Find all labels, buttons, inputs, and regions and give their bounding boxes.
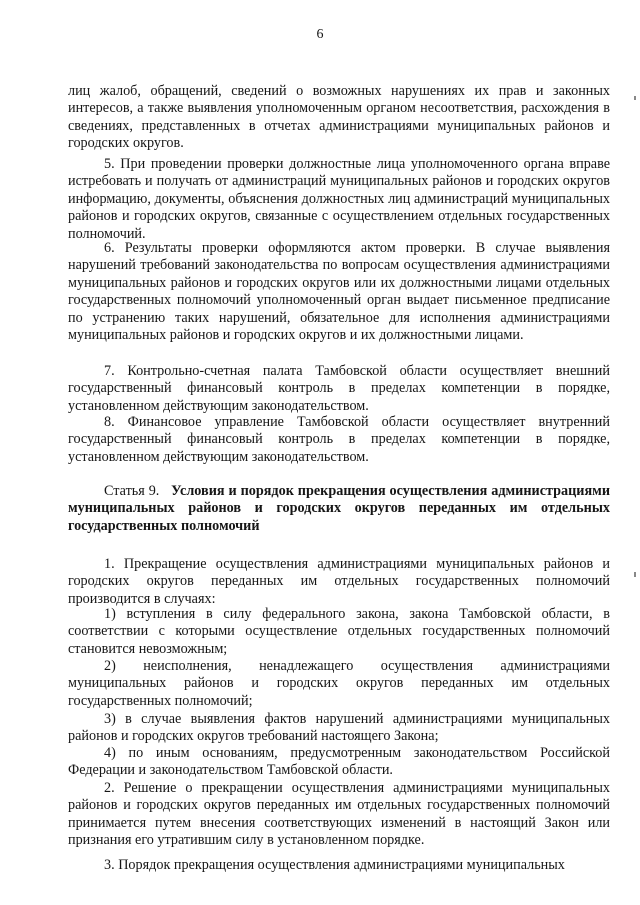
article-title: Условия и порядок прекращения осуществления администрациями муниципальных районов и городских округов переданных им отдельных государственных полномочий xyxy=(68,483,610,534)
paragraph-continuation: лиц жалоб, обращений, сведений о возможных нарушениях их прав и законных интересов, а также выявления уполномоченным органом несоответствия, расхождения в сведениях, представленных в отчетах администрациями муниципальных районов и городских округов. xyxy=(68,83,610,152)
article-paragraph-2: 2. Решение о прекращении осуществления администрациями муниципальных районов и городских округов переданных им отдельных государственных полномочий принимается путем внесения соответствующих изменений в настоящий Закон или признания его утратившим силу в установленном порядке. xyxy=(68,780,610,849)
paragraph-7: 7. Контрольно-счетная палата Тамбовской области осуществляет внешний государственный финансовый контроль в пределах компетенции в порядке, установленном действующим законодательством. xyxy=(68,363,610,414)
article-item-2: 2) неисполнения, ненадлежащего осуществления администрациями муниципальных районов и городских округов переданных им отдельных государственных полномочий; xyxy=(68,658,610,709)
paragraph-8: 8. Финансовое управление Тамбовской области осуществляет внутренний государственный финансовый контроль в пределах компетенции в порядке, установленном действующим законодательством. xyxy=(68,414,610,465)
page-number: 6 xyxy=(316,27,324,42)
article-paragraph-1: 1. Прекращение осуществления администрациями муниципальных районов и городских округов переданных им отдельных государственных полномочий производится в случаях: xyxy=(68,556,610,607)
article-item-1: 1) вступления в силу федерального закона, закона Тамбовской области, в соответствии с которыми осуществление отдельных государственных полномочий становится невозможным; xyxy=(68,606,610,657)
article-item-3: 3) в случае выявления фактов нарушений администрациями муниципальных районов и городских округов требований настоящего Закона; xyxy=(68,711,610,745)
article-paragraph-3: 3. Порядок прекращения осуществления администрациями муниципальных xyxy=(104,857,565,873)
article-heading xyxy=(68,483,610,535)
scan-artifact xyxy=(634,572,636,577)
paragraph-6: 6. Результаты проверки оформляются актом проверки. В случае выявления нарушений требований законодательства по вопросам осуществления администрациями муниципальных районов и городских округов или их должностными лицами отдельных государственных полномочий уполномоченный орган выдает письменное предписание по устранению таких нарушений, обязательное для исполнения администрациями муниципальных районов и городских округов и их должностными лицами. xyxy=(68,240,610,344)
scan-artifact xyxy=(634,96,636,100)
paragraph-5: 5. При проведении проверки должностные лица уполномоченного органа вправе истребовать и получать от администраций муниципальных районов и городских округов информацию, документы, объяснения должностных лиц администраций муниципальных районов и городских округов, связанные с осуществлением отдельных государственных полномочий. xyxy=(68,156,610,242)
article-label: Статья 9. xyxy=(104,483,160,499)
article-item-4: 4) по иным основаниям, предусмотренным законодательством Российской Федерации и законодательством Тамбовской области. xyxy=(68,745,610,779)
